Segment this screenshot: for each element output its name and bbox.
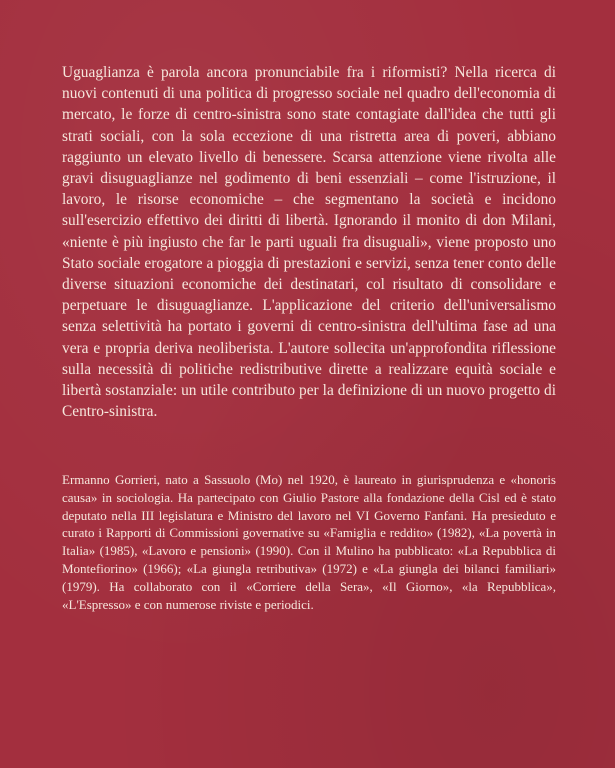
author-bio-paragraph: Ermanno Gorrieri, nato a Sassuolo (Mo) nel 1920, è laureato in giurisprudenza e «honoris causa» in sociologia. Ha partecipato con Giulio Pastore alla fondazione della Cisl ed è stato deputato nella III legislatura e Ministro del lavoro nel VI Governo Fanfani. Ha presieduto e curato i Rapporti di Commissioni governative su «Famiglia e reddito» (1982), «La povertà in Italia» (1985), «Lavoro e pensioni» (1990). Con il Mulino ha pubblicato: «La Repubblica di Montefiorino» (1966); «La giungla retributiva» (1972) e «La giungla dei bilanci familiari» (1979). Ha collaborato con il «Corriere della Sera», «Il Giorno», «la Repubblica», «L'Espresso» e con numerose riviste e periodici.	[62, 472, 556, 612]
book-blurb-paragraph: Uguaglianza è parola ancora pronunciabile fra i riformisti? Nella ricerca di nuovi contenuti di una politica di progresso sociale nel quadro dell'economia di mercato, le forze di centro-sinistra sono state contagiate dall'idea che tutti gli strati sociali, con la sola eccezione di una ristretta area di poveri, abbiano raggiunto un elevato livello di benessere. Scarsa attenzione viene rivolta alle gravi disuguaglianze nel godimento di beni essenziali – come l'istruzione, il lavoro, le risorse economiche – che segmentano la società e incidono sull'esercizio effettivo dei diritti di libertà. Ignorando il monito di don Milani, «niente è più ingiusto che far le parti uguali fra disuguali», viene proposto uno Stato sociale erogatore a pioggia di prestazioni e servizi, senza tener conto delle diverse situazioni economiche dei destinatari, col risultato di consolidare e perpetuare le disuguaglianze. L'applicazione del criterio dell'universalismo senza selettività ha portato i governi di centro-sinistra dell'ultima fase ad una vera e propria deriva neoliberista. L'autore sollecita un'approfondita riflessione sulla necessità di politiche redistributive dirette a realizzare equità sociale e libertà sostanziale: un utile contributo per la definizione di un nuovo progetto di Centro-sinistra.	[62, 64, 556, 421]
